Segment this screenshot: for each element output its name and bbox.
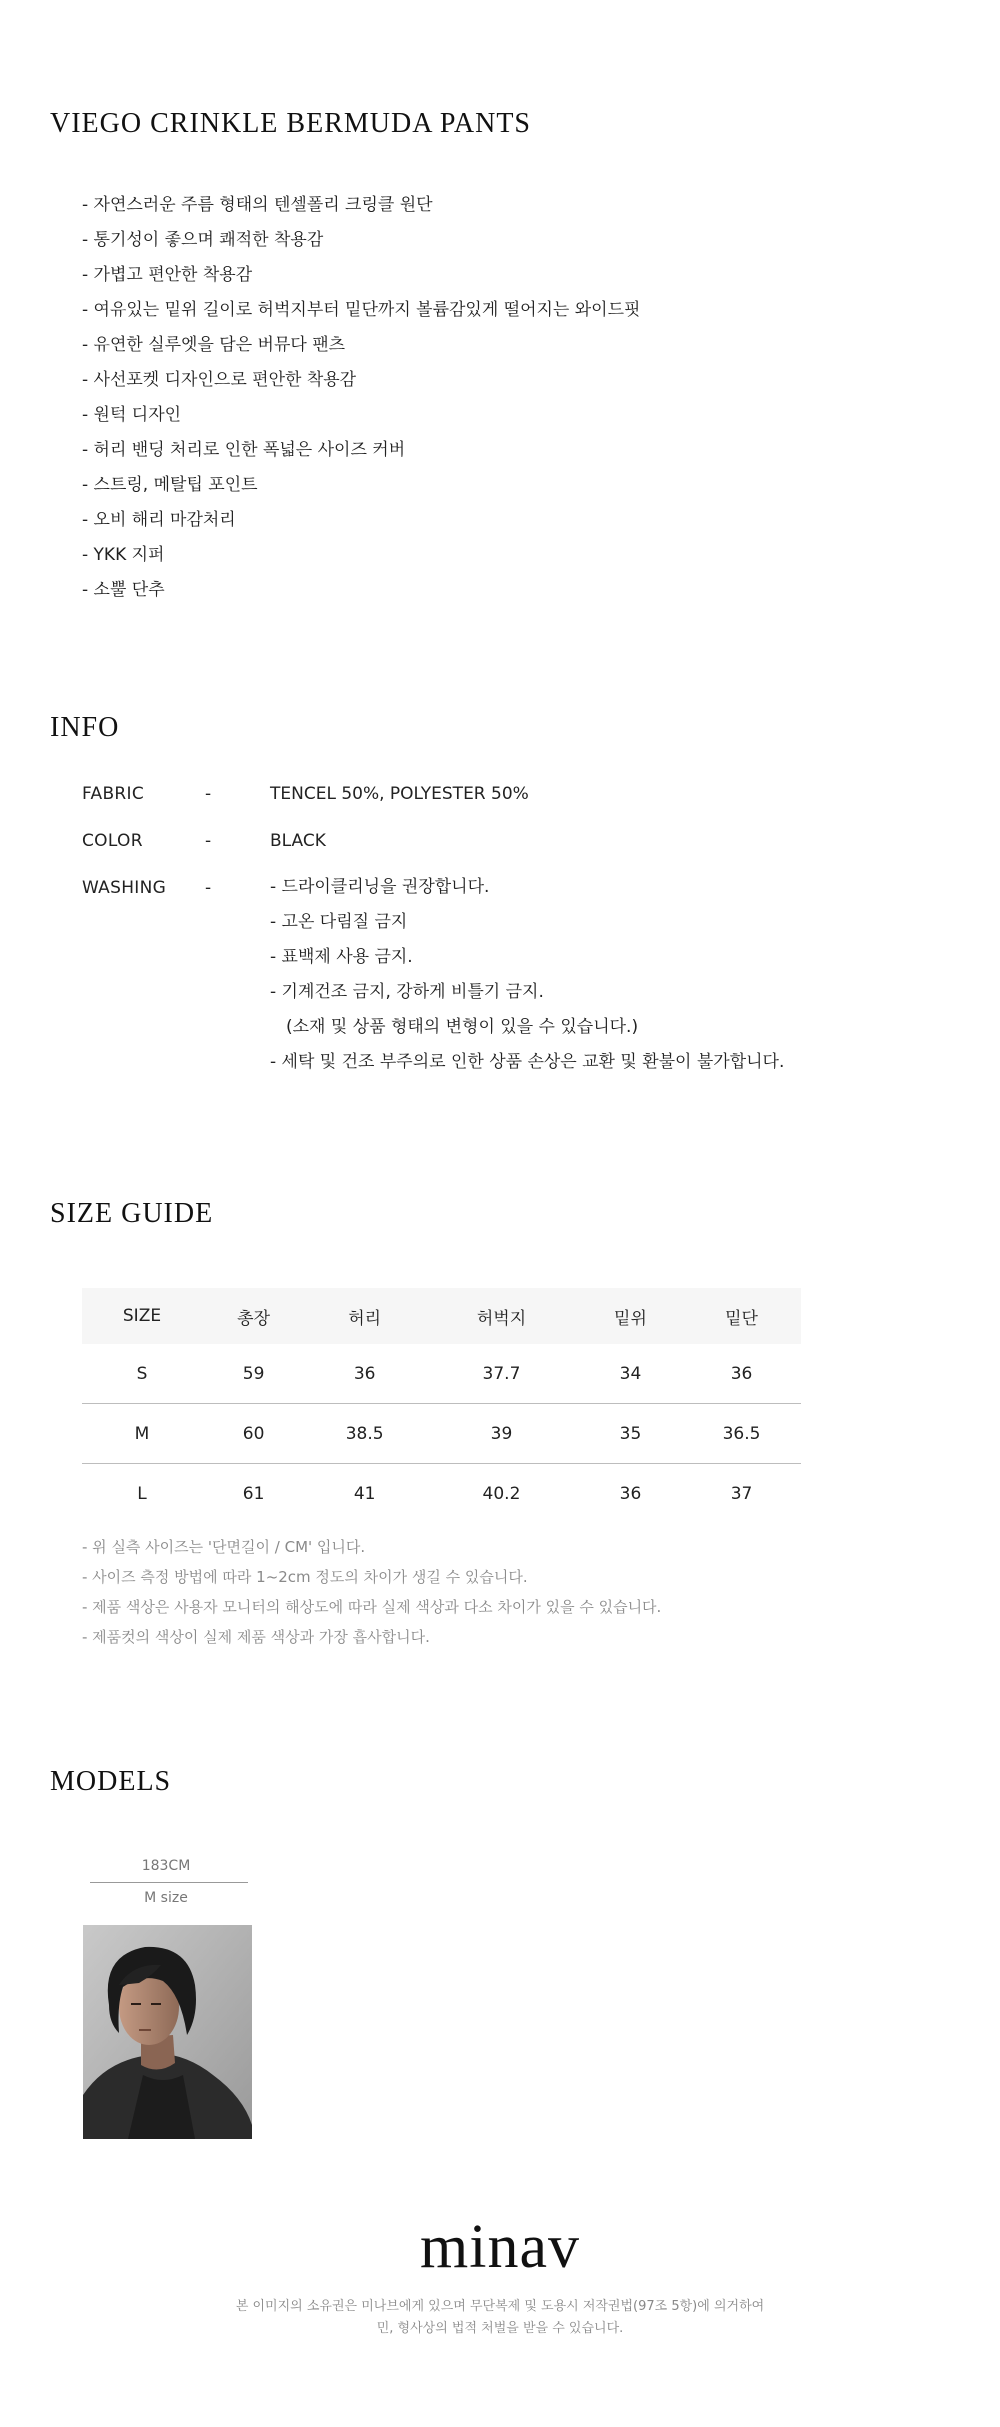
table-cell: 59 (202, 1344, 305, 1404)
table-row (82, 1404, 801, 1464)
models-title: MODELS (50, 1766, 172, 1797)
washing-line: - 드라이클리닝을 권장합니다. (270, 877, 490, 897)
feature-item: - 자연스러운 주름 형태의 텐셀폴리 크링클 원단 (82, 195, 433, 215)
table-cell: 36 (619, 1483, 642, 1504)
washing-line: - 세탁 및 건조 부주의로 인한 상품 손상은 교환 및 환불이 불가합니다. (270, 1052, 785, 1072)
feature-list (82, 188, 842, 608)
size-guide-title: SIZE GUIDE (50, 1198, 214, 1229)
washing-line: (소재 및 상품 형태의 변형이 있을 수 있습니다.) (286, 1017, 639, 1037)
model-photo-image (83, 1925, 252, 2139)
header-thigh: 허벅지 (424, 1288, 579, 1344)
table-cell: 34 (579, 1344, 682, 1404)
model-size: M size (144, 1890, 188, 1906)
table-cell: 39 (424, 1404, 579, 1464)
feature-item: - 스트링, 메탈팁 포인트 (82, 475, 258, 495)
copyright-line-1: 본 이미지의 소유권은 미나브에게 있으며 무단복제 및 도용시 저작권법(97조 5항)에 의거하여 (235, 2299, 765, 2314)
product-title: VIEGO CRINKLE BERMUDA PANTS (50, 108, 532, 139)
size-table (82, 1288, 801, 1523)
table-cell: 61 (242, 1483, 265, 1504)
washing-instructions (270, 870, 784, 1080)
washing-line: - 고온 다림질 금지 (270, 912, 408, 932)
header-waist: 허리 (305, 1288, 424, 1344)
table-cell: 36.5 (682, 1404, 801, 1464)
table-cell: 35 (579, 1404, 682, 1464)
table-row (82, 1464, 801, 1524)
feature-item: - 여유있는 밑위 길이로 허벅지부터 밑단까지 볼륨감있게 떨어지는 와이드핏 (82, 300, 641, 320)
size-note: - 제품컷의 색상이 실제 제품 색상과 가장 흡사합니다. (82, 1628, 430, 1646)
table-row (82, 1344, 801, 1404)
dash: - (205, 784, 212, 804)
table-cell: 37.7 (424, 1344, 579, 1404)
dash: - (205, 878, 212, 898)
size-note: - 위 실측 사이즈는 '단면길이 / CM' 입니다. (82, 1538, 366, 1556)
color-label: COLOR (82, 831, 143, 851)
washing-line: - 표백제 사용 금지. (270, 947, 413, 967)
size-note: - 제품 색상은 사용자 모니터의 해상도에 따라 실제 색상과 다소 차이가 있을 수 있습니다. (82, 1598, 662, 1616)
header-total-length: 총장 (202, 1288, 305, 1344)
model-divider (90, 1882, 248, 1883)
washing-label: WASHING (82, 878, 167, 898)
feature-item: - 소뿔 단추 (82, 580, 165, 600)
table-cell: 60 (202, 1404, 305, 1464)
table-cell: L (137, 1483, 147, 1504)
table-cell: 37 (730, 1483, 753, 1504)
copyright-line-2: 민, 형사상의 법적 처벌을 받을 수 있습니다. (376, 2321, 624, 2336)
fabric-label: FABRIC (82, 784, 145, 804)
table-cell: 41 (353, 1483, 376, 1504)
feature-item: - YKK 지퍼 (82, 545, 165, 565)
table-cell: 40.2 (482, 1483, 521, 1504)
feature-item: - 오비 해리 마감처리 (82, 510, 236, 530)
header-hem: 밑단 (682, 1288, 801, 1344)
color-value: BLACK (270, 831, 326, 851)
feature-item: - 사선포켓 디자인으로 편안한 착용감 (82, 370, 357, 390)
feature-item: - 가볍고 편안한 착용감 (82, 265, 253, 285)
header-size: SIZE (82, 1288, 202, 1344)
table-cell: 36 (305, 1344, 424, 1404)
size-table-header (82, 1288, 801, 1344)
header-rise: 밑위 (579, 1288, 682, 1344)
model-photo (83, 1925, 252, 2139)
feature-item: - 유연한 실루엣을 담은 버뮤다 팬츠 (82, 335, 346, 355)
table-cell: S (82, 1344, 202, 1404)
dash: - (205, 831, 212, 851)
feature-item: - 통기성이 좋으며 쾌적한 착용감 (82, 230, 324, 250)
model-height: 183CM (141, 1858, 191, 1874)
table-cell: 38.5 (305, 1404, 424, 1464)
table-cell: 36 (682, 1344, 801, 1404)
feature-item: - 원턱 디자인 (82, 405, 182, 425)
table-cell: M (82, 1404, 202, 1464)
washing-line: - 기계건조 금지, 강하게 비틀기 금지. (270, 982, 544, 1002)
size-notes (82, 1532, 661, 1652)
feature-item: - 허리 밴딩 처리로 인한 폭넓은 사이즈 커버 (82, 440, 406, 460)
info-title: INFO (50, 712, 120, 743)
brand-logo: minav (420, 2213, 580, 2281)
fabric-value: TENCEL 50%, POLYESTER 50% (270, 784, 529, 804)
size-note: - 사이즈 측정 방법에 따라 1~2cm 정도의 차이가 생길 수 있습니다. (82, 1568, 528, 1586)
